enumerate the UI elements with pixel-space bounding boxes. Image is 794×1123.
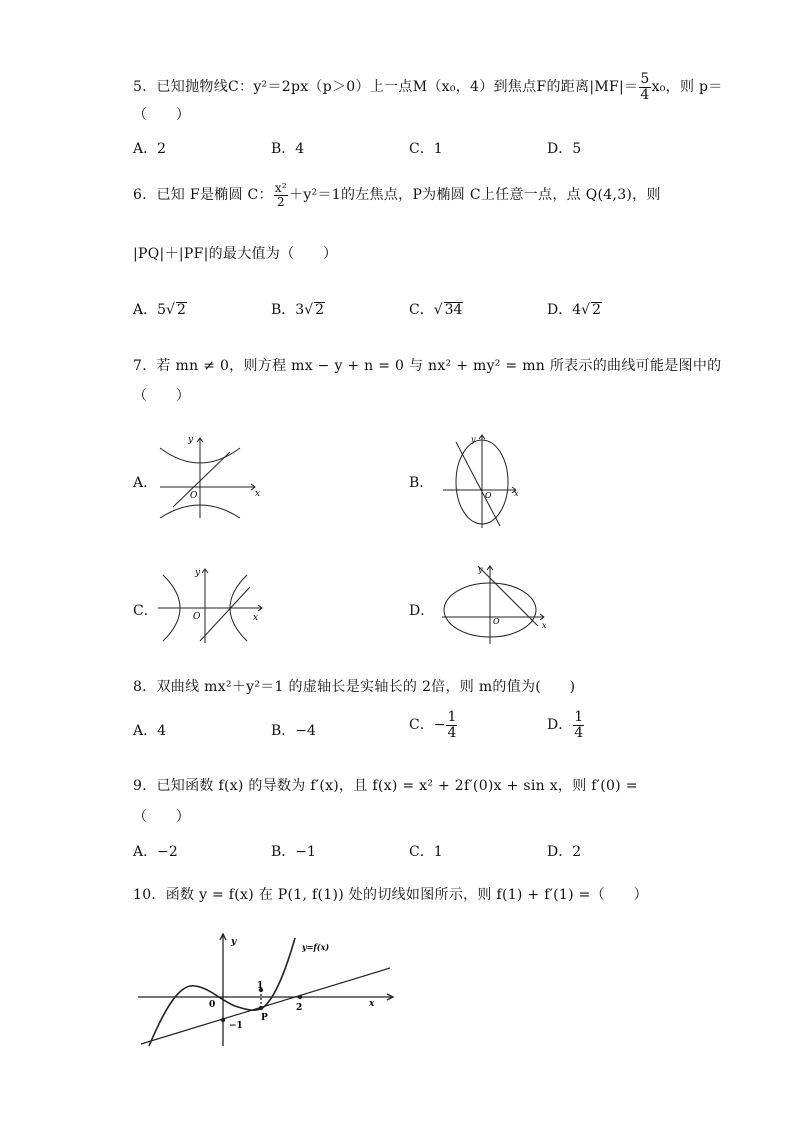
- q5-option-c[interactable]: [409, 138, 443, 158]
- option-label: A．: [133, 302, 158, 318]
- option-value: 4: [157, 723, 167, 739]
- x-label: x: [369, 999, 375, 1009]
- y-label: y: [188, 435, 194, 445]
- q9-option-a[interactable]: [133, 841, 178, 861]
- tangent-line: [141, 968, 390, 1044]
- q7-option-a-label[interactable]: A．: [133, 475, 158, 491]
- option-fraction: [573, 710, 584, 740]
- option-value: 1: [433, 844, 443, 860]
- q5-paren: （ ）: [133, 107, 191, 123]
- option-label: D．: [547, 141, 573, 157]
- option-value: 2: [572, 844, 582, 860]
- function-curve: [149, 938, 295, 1046]
- q8-option-a[interactable]: [133, 720, 166, 740]
- q8-option-b[interactable]: [271, 720, 316, 740]
- tick-minus1-label: −1: [229, 1021, 243, 1031]
- q7-stem: 7．若 mn ≠ 0，则方程 mx − y + n = 0 与 nx² + my² = mn 所表示的曲线可能是图中的: [133, 358, 722, 374]
- q9-stem: 9．已知函数 f(x) 的导数为 f′(x)，且 f(x) = x² + 2f′(0)x + sin x，则 f′(0) =: [133, 778, 638, 794]
- q6-fraction: [274, 182, 288, 208]
- q6-option-a[interactable]: A．5√ 2: [133, 302, 186, 318]
- option-label: B．: [271, 302, 296, 318]
- origin-label: O: [193, 612, 201, 622]
- q5-curve: C：y²＝2px（p＞0）上一点: [228, 79, 413, 96]
- y-label: y: [478, 565, 483, 574]
- point-p: [259, 1006, 263, 1010]
- q5-stem-text: 5．已知抛物线: [133, 79, 229, 96]
- q6-line2: |PQ|＋|PF|的最大值为（ ）: [133, 246, 338, 262]
- q5-frac-den: 4: [640, 86, 650, 103]
- y-label: y: [231, 937, 237, 947]
- line: [200, 587, 250, 641]
- option-label: A．: [133, 141, 158, 157]
- option-label: C．: [409, 302, 434, 318]
- origin-label: 0: [209, 1000, 216, 1010]
- option-label: C．: [409, 141, 434, 157]
- q5-stem: [133, 72, 723, 102]
- option-coef: 3: [295, 302, 305, 318]
- q9-option-d[interactable]: [547, 841, 581, 861]
- q5-focus: F的距离|MF|＝: [536, 79, 639, 96]
- q7-paren: （ ）: [133, 388, 191, 404]
- x-label: x: [542, 621, 547, 630]
- x-label: x: [514, 489, 519, 498]
- option-label: D．: [547, 844, 573, 860]
- option-label: B．: [271, 844, 296, 860]
- option-label: B．: [271, 141, 296, 157]
- q5-option-d[interactable]: [547, 138, 581, 158]
- option-label: C．: [409, 717, 434, 734]
- option-radicand: 2: [176, 302, 186, 318]
- q6-option-d[interactable]: D．4√ 2: [547, 302, 601, 318]
- q9-paren: （ ）: [133, 809, 191, 825]
- option-radicand: 2: [592, 302, 601, 318]
- q5-fraction: [639, 72, 650, 102]
- option-value: 4: [295, 141, 305, 157]
- tick-1-label: 1: [257, 981, 264, 991]
- x-label: x: [253, 613, 259, 623]
- q6-frac-den: 2: [276, 194, 285, 209]
- line: [456, 442, 500, 526]
- option-fraction: [446, 710, 457, 740]
- q6-option-b[interactable]: B．3√ 2: [271, 302, 325, 318]
- tick-2-label: 2: [296, 1003, 303, 1013]
- q6-stem-text-2: ＋y²＝1的左焦点，P为椭圆 C上任意一点，点 Q(4,3)，则: [289, 187, 661, 204]
- q7-option-c-label[interactable]: C．: [133, 603, 158, 619]
- q6-frac-num: x²: [274, 181, 288, 195]
- q5-tail: x₀，则 p＝: [651, 79, 723, 96]
- frac-num: 1: [574, 709, 584, 725]
- q7-figure-d: [440, 562, 550, 647]
- option-value: 1: [433, 141, 443, 157]
- q8-option-c[interactable]: [409, 710, 458, 740]
- q6-stem: [133, 182, 661, 208]
- x-label: x: [255, 489, 261, 499]
- point-y-intercept: [221, 1018, 225, 1022]
- option-value: −2: [157, 844, 178, 860]
- option-coef: 4: [572, 302, 582, 318]
- option-label: A．: [133, 723, 158, 739]
- q5-point: M（x₀，4）到焦点: [412, 79, 537, 96]
- origin-label: O: [485, 491, 492, 500]
- option-value: −1: [295, 844, 316, 860]
- q7-figure-b: [438, 430, 528, 530]
- q7-option-d-label[interactable]: D．: [409, 603, 435, 619]
- y-label: y: [195, 568, 201, 578]
- option-label: D．: [547, 717, 573, 734]
- q9-option-c[interactable]: [409, 841, 443, 861]
- q9-option-b[interactable]: [271, 841, 316, 861]
- q5-frac-num: 5: [640, 71, 650, 87]
- option-value: 5: [572, 141, 582, 157]
- option-radicand: 2: [315, 302, 325, 318]
- q8-option-d[interactable]: [547, 710, 585, 740]
- q10-stem: 10．函数 y = f(x) 在 P(1, f(1)) 处的切线如图所示，则 f(1) + f′(1) =（ ）: [133, 887, 648, 903]
- origin-label: O: [493, 617, 500, 626]
- q6-option-c[interactable]: C．√ 34: [409, 302, 463, 318]
- q5-option-a[interactable]: [133, 138, 166, 158]
- q7-figure-c: [155, 565, 270, 645]
- q10-graph: [135, 928, 400, 1048]
- q7-option-b-label[interactable]: B．: [409, 475, 434, 491]
- q8-stem: 8．双曲线 mx²＋y²＝1 的虚轴长是实轴长的 2倍，则 m的值为( ): [133, 679, 576, 695]
- curve-label: y=f(x): [302, 942, 330, 952]
- option-label: C．: [409, 844, 434, 860]
- q6-stem-text: 6．已知 F是椭圆 C：: [133, 187, 273, 204]
- frac-num: 1: [447, 709, 457, 725]
- option-sign: −: [433, 717, 446, 734]
- option-label: B．: [271, 723, 296, 739]
- q7-figure-a: [155, 430, 270, 520]
- option-value: −4: [295, 723, 316, 739]
- frac-den: 4: [447, 724, 457, 741]
- option-radicand: 34: [444, 302, 463, 318]
- point-tick-2: [298, 995, 302, 999]
- origin-label: O: [190, 491, 198, 501]
- option-label: A．: [133, 844, 158, 860]
- option-coef: 5: [157, 302, 167, 318]
- option-value: 2: [157, 141, 167, 157]
- q5-option-b[interactable]: [271, 138, 304, 158]
- frac-den: 4: [574, 724, 584, 741]
- option-label: D．: [547, 302, 573, 318]
- y-label: y: [471, 435, 476, 444]
- point-p-label: P: [261, 1013, 268, 1023]
